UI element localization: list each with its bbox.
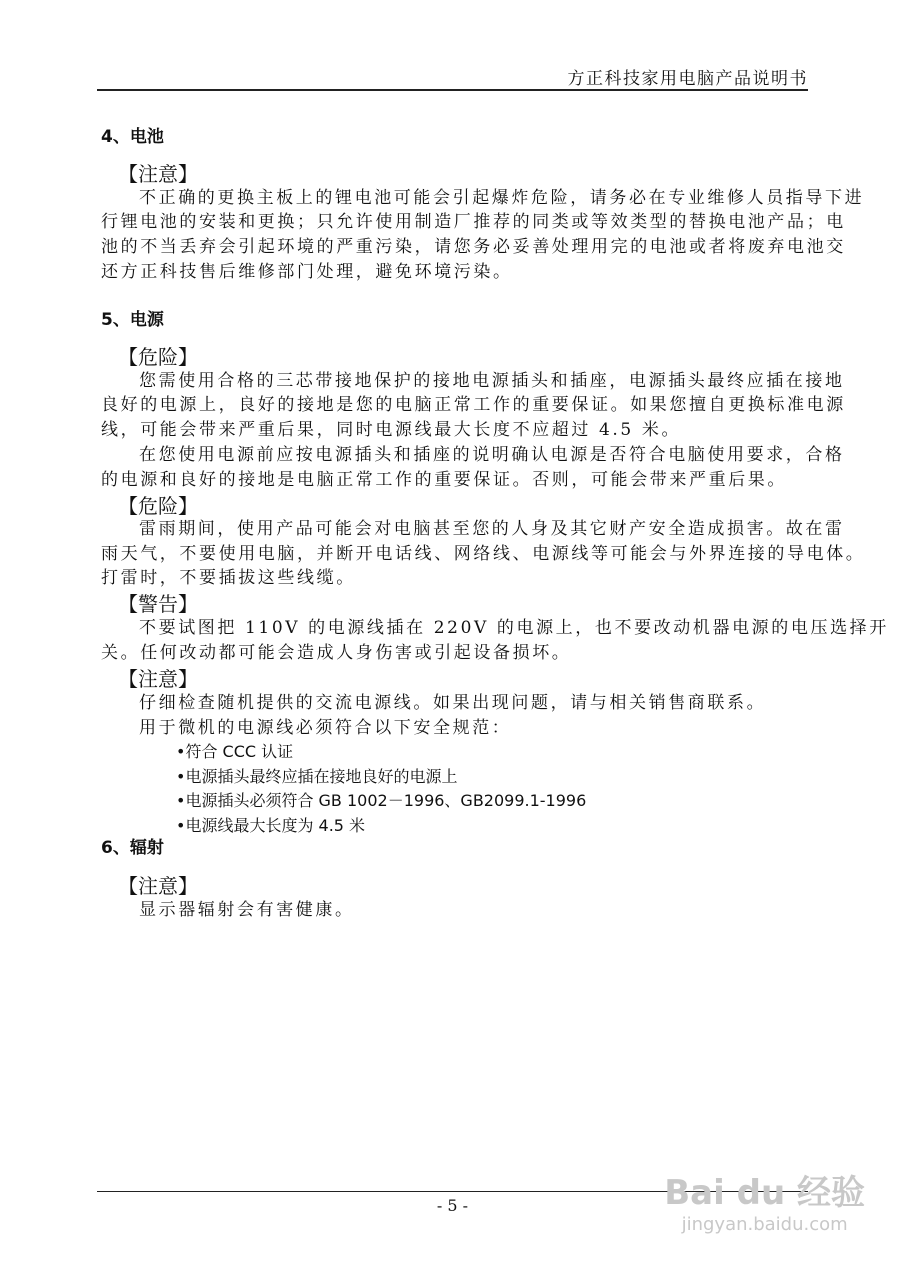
section-heading: 4、电池	[101, 127, 164, 147]
text-line: 良好的电源上，良好的接地是您的电脑正常工作的重要保证。如果您擅自更换标准电源	[101, 395, 846, 415]
watermark-brand: Bai du 经验	[664, 1173, 865, 1213]
text-line: 池的不当丢弃会引起环境的严重污染，请您务必妥善处理用完的电池或者将废弃电池交	[101, 237, 846, 257]
notice-tag: 【注意】	[118, 874, 198, 898]
text-line: 的电源和良好的接地是电脑正常工作的重要保证。否则，可能会带来严重后果。	[101, 470, 787, 490]
danger-tag: 【危险】	[118, 345, 198, 369]
bullet-item: •符合 CCC 认证	[176, 742, 294, 761]
text-line: 不正确的更换主板上的锂电池可能会引起爆炸危险，请务必在专业维修人员指导下进	[139, 188, 865, 208]
bullet-item: •电源插头最终应插在接地良好的电源上	[176, 767, 458, 786]
watermark-url: jingyan.baidu.com	[681, 1214, 848, 1235]
section-heading: 6、辐射	[101, 838, 164, 858]
header-title: 方正科技家用电脑产品说明书	[567, 69, 808, 89]
text-line: 关。任何改动都可能会造成人身伤害或引起设备损坏。	[101, 643, 572, 663]
section-heading: 5、电源	[101, 310, 164, 330]
bullet-item: •电源线最大长度为 4.5 米	[176, 816, 366, 835]
text-line: 还方正科技售后维修部门处理，避免环境污染。	[101, 262, 513, 282]
warning-tag: 【警告】	[118, 592, 198, 616]
text-line: 雷雨期间，使用产品可能会对电脑甚至您的人身及其它财产安全造成损害。故在雷	[139, 519, 845, 539]
text-line: 用于微机的电源线必须符合以下安全规范：	[139, 718, 512, 738]
notice-tag: 【注意】	[118, 667, 198, 691]
baidu-jingyan-watermark	[664, 1165, 865, 1235]
text-line: 显示器辐射会有害健康。	[139, 900, 355, 920]
bullet-item: •电源插头必须符合 GB 1002－1996、GB2099.1-1996	[176, 791, 587, 810]
text-line: 您需使用合格的三芯带接地保护的接地电源插头和插座，电源插头最终应插在接地	[139, 371, 845, 391]
text-line: 线，可能会带来严重后果，同时电源线最大长度不应超过 4.5 米。	[101, 420, 682, 440]
text-line: 雨天气，不要使用电脑，并断开电话线、网络线、电源线等可能会与外界连接的导电体。	[101, 544, 866, 564]
notice-tag: 【注意】	[118, 162, 198, 186]
danger-tag: 【危险】	[118, 494, 198, 518]
text-line: 行锂电池的安装和更换；只允许使用制造厂推荐的同类或等效类型的替换电池产品；电	[101, 212, 846, 232]
text-line: 不要试图把 110V 的电源线插在 220V 的电源上，也不要改动机器电源的电压选择开	[139, 618, 889, 638]
text-line: 仔细检查随机提供的交流电源线。如果出现问题，请与相关销售商联系。	[139, 693, 767, 713]
header-rule	[97, 89, 808, 91]
text-line: 打雷时，不要插拔这些线缆。	[101, 568, 356, 588]
text-line: 在您使用电源前应按电源插头和插座的说明确认电源是否符合电脑使用要求，合格	[139, 445, 845, 465]
page-number: - 5 -	[436, 1196, 469, 1215]
